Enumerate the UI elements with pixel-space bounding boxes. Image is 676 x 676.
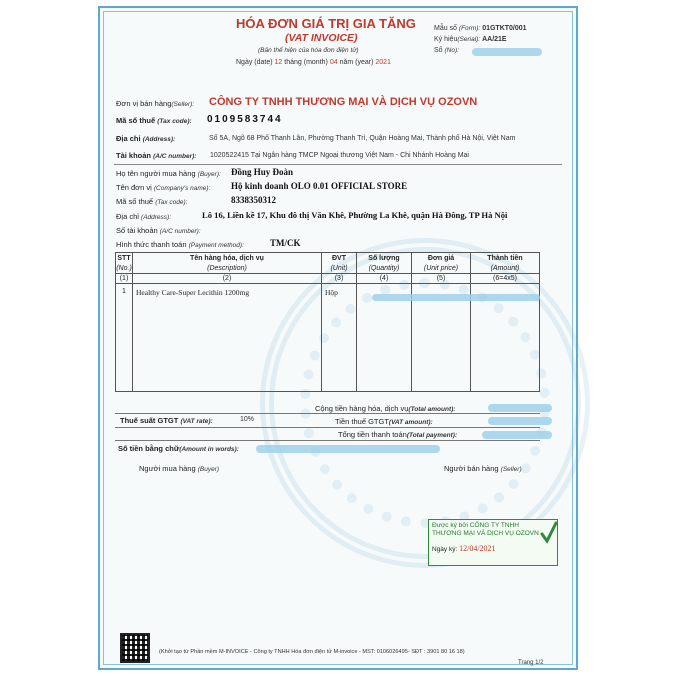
header-amount: Thành tiền: [471, 253, 540, 264]
check-icon: [540, 520, 558, 546]
header-quantity: Số lượng: [357, 253, 412, 264]
form-number: Mẫu số (Form): 01GTKT0/001: [434, 25, 527, 32]
seller-name: CÔNG TY TNHH THƯƠNG MẠI VÀ DỊCH VỤ OZOVN: [209, 96, 478, 108]
buyer-company: Hộ kinh doanh OLO 0.01 OFFICIAL STORE: [231, 181, 408, 191]
total-payment-label: Tổng tiền thanh toán(Total payment):: [338, 430, 458, 439]
page-number: Trang 1/2: [518, 660, 544, 666]
totals-line-3: [115, 440, 540, 441]
invoice-subtitle: (VAT INVOICE): [285, 32, 358, 44]
payment-method: TM/CK: [270, 238, 301, 248]
header-amount-en: (Amount): [471, 264, 540, 274]
redacted-row-values: [372, 294, 540, 301]
signed-by-line-1: Được ký bởi CÔNG TY TNHH: [432, 522, 519, 529]
row-no: 1: [116, 284, 133, 392]
header-no: STT: [116, 253, 133, 264]
seller-account: 1020522415 Tại Ngân hàng TMCP Ngoại thương Việt Nam - Chi Nhánh Hoàng Mai: [210, 152, 469, 159]
table-index-row: [116, 274, 540, 284]
buyer-name-label: Họ tên người mua hàng (Buyer):: [116, 169, 221, 178]
invoice-date: Ngày (date) 12 tháng (month) 04 năm (year) 2021: [236, 59, 391, 66]
totals-line-2: [115, 427, 540, 428]
serial-number: Ký hiệu(Serial): AA/21E: [434, 36, 507, 43]
signed-by-line-2: THƯƠNG MẠI VÀ DỊCH VỤ OZOVN: [432, 530, 539, 537]
seller-address-label: Địa chỉ (Address):: [116, 134, 176, 143]
buyer-address: Lô 16, Liền kề 17, Khu đô thị Văn Khê, Phường La Khê, quận Hà Đông, TP Hà Nội: [202, 210, 508, 220]
redacted-total-payment: [482, 431, 552, 439]
totals-line-1: [115, 413, 540, 414]
index-2: (2): [133, 274, 322, 284]
vat-amount-label: Tiền thuế GTGT(VAT amount):: [335, 417, 433, 426]
index-5: (5): [412, 274, 471, 284]
section-divider: [114, 164, 562, 165]
buyer-name: Đồng Huy Đoàn: [231, 167, 294, 177]
table-header-row: [116, 253, 540, 264]
buyer-company-label: Tên đơn vị (Company's name):: [116, 183, 211, 192]
redacted-vat-amount: [488, 417, 552, 425]
buyer-address-label: Địa chỉ (Address):: [116, 212, 172, 221]
header-unit-price: Đơn giá: [412, 253, 471, 264]
redacted-amount-words: [256, 445, 440, 453]
seller-label: Đơn vị bán hàng(Seller):: [116, 99, 195, 108]
redacted-total-goods: [488, 404, 552, 412]
footer-text: (Khởi tạo từ Phần mềm M-INVOICE - Công ty TNHH Hóa đơn điện tử M-invoice - MST: 0106026495- SĐT : 3901 80 16 18): [159, 649, 465, 655]
amount-words-label: Số tiền bằng chữ(Amount in words):: [118, 444, 239, 453]
seller-account-label: Tài khoản (A/C number):: [116, 151, 197, 160]
header-no-en: (No.): [116, 264, 132, 272]
buyer-signature-label: Người mua hàng (Buyer): [139, 464, 220, 473]
row-description: Healthy Care-Super Lecithin 1200mg: [133, 284, 322, 392]
seller-address: Số 5A, Ngõ 68 Phố Thanh Lân, Phường Thanh Trì, Quận Hoàng Mai, Thành phố Hà Nội, Việt Nam: [209, 135, 516, 142]
index-3: (3): [322, 274, 357, 284]
header-description: Tên hàng hóa, dịch vụ: [133, 253, 322, 264]
buyer-tax-code: 8338350312: [231, 195, 276, 205]
header-unit: ĐVT: [322, 253, 357, 264]
invoice-number: Số (No):: [434, 47, 459, 54]
seller-signature-label: Người bán hàng (Seller): [444, 464, 522, 473]
index-6: (6=4x5): [471, 274, 540, 284]
invoice-title: HÓA ĐƠN GIÁ TRỊ GIA TĂNG: [236, 16, 416, 31]
table-header-en-row: [116, 264, 540, 274]
seller-tax-code: 0109583744: [207, 114, 283, 125]
header-quantity-en: (Quantity): [357, 264, 412, 274]
total-goods-label: Cộng tiền hàng hóa, dịch vụ(Total amount):: [315, 404, 456, 413]
signed-date: Ngày ký: 12/04/2021: [432, 544, 496, 553]
seller-tax-label: Mã số thuế (Tax code):: [116, 116, 192, 125]
buyer-tax-label: Mã số thuế (Tax code):: [116, 197, 188, 206]
index-1: (1): [116, 274, 133, 284]
items-table: [115, 252, 540, 392]
index-4: (4): [357, 274, 412, 284]
row-unit: Hộp: [322, 284, 357, 392]
header-description-en: (Description): [133, 264, 322, 274]
redacted-invoice-number: [472, 48, 542, 56]
qr-code: [120, 633, 150, 663]
invoice-note: (Bản thể hiện của hóa đơn điện tử): [258, 47, 359, 54]
vat-rate: 10%: [240, 416, 255, 423]
vat-rate-label: Thuế suất GTGT (VAT rate):: [120, 416, 213, 425]
header-unit-en: (Unit): [322, 264, 357, 274]
header-unit-price-en: (Unit price): [412, 264, 471, 274]
buyer-account-label: Số tài khoản (A/C number):: [116, 226, 201, 235]
payment-method-label: Hình thức thanh toán (Payment method):: [116, 240, 244, 249]
